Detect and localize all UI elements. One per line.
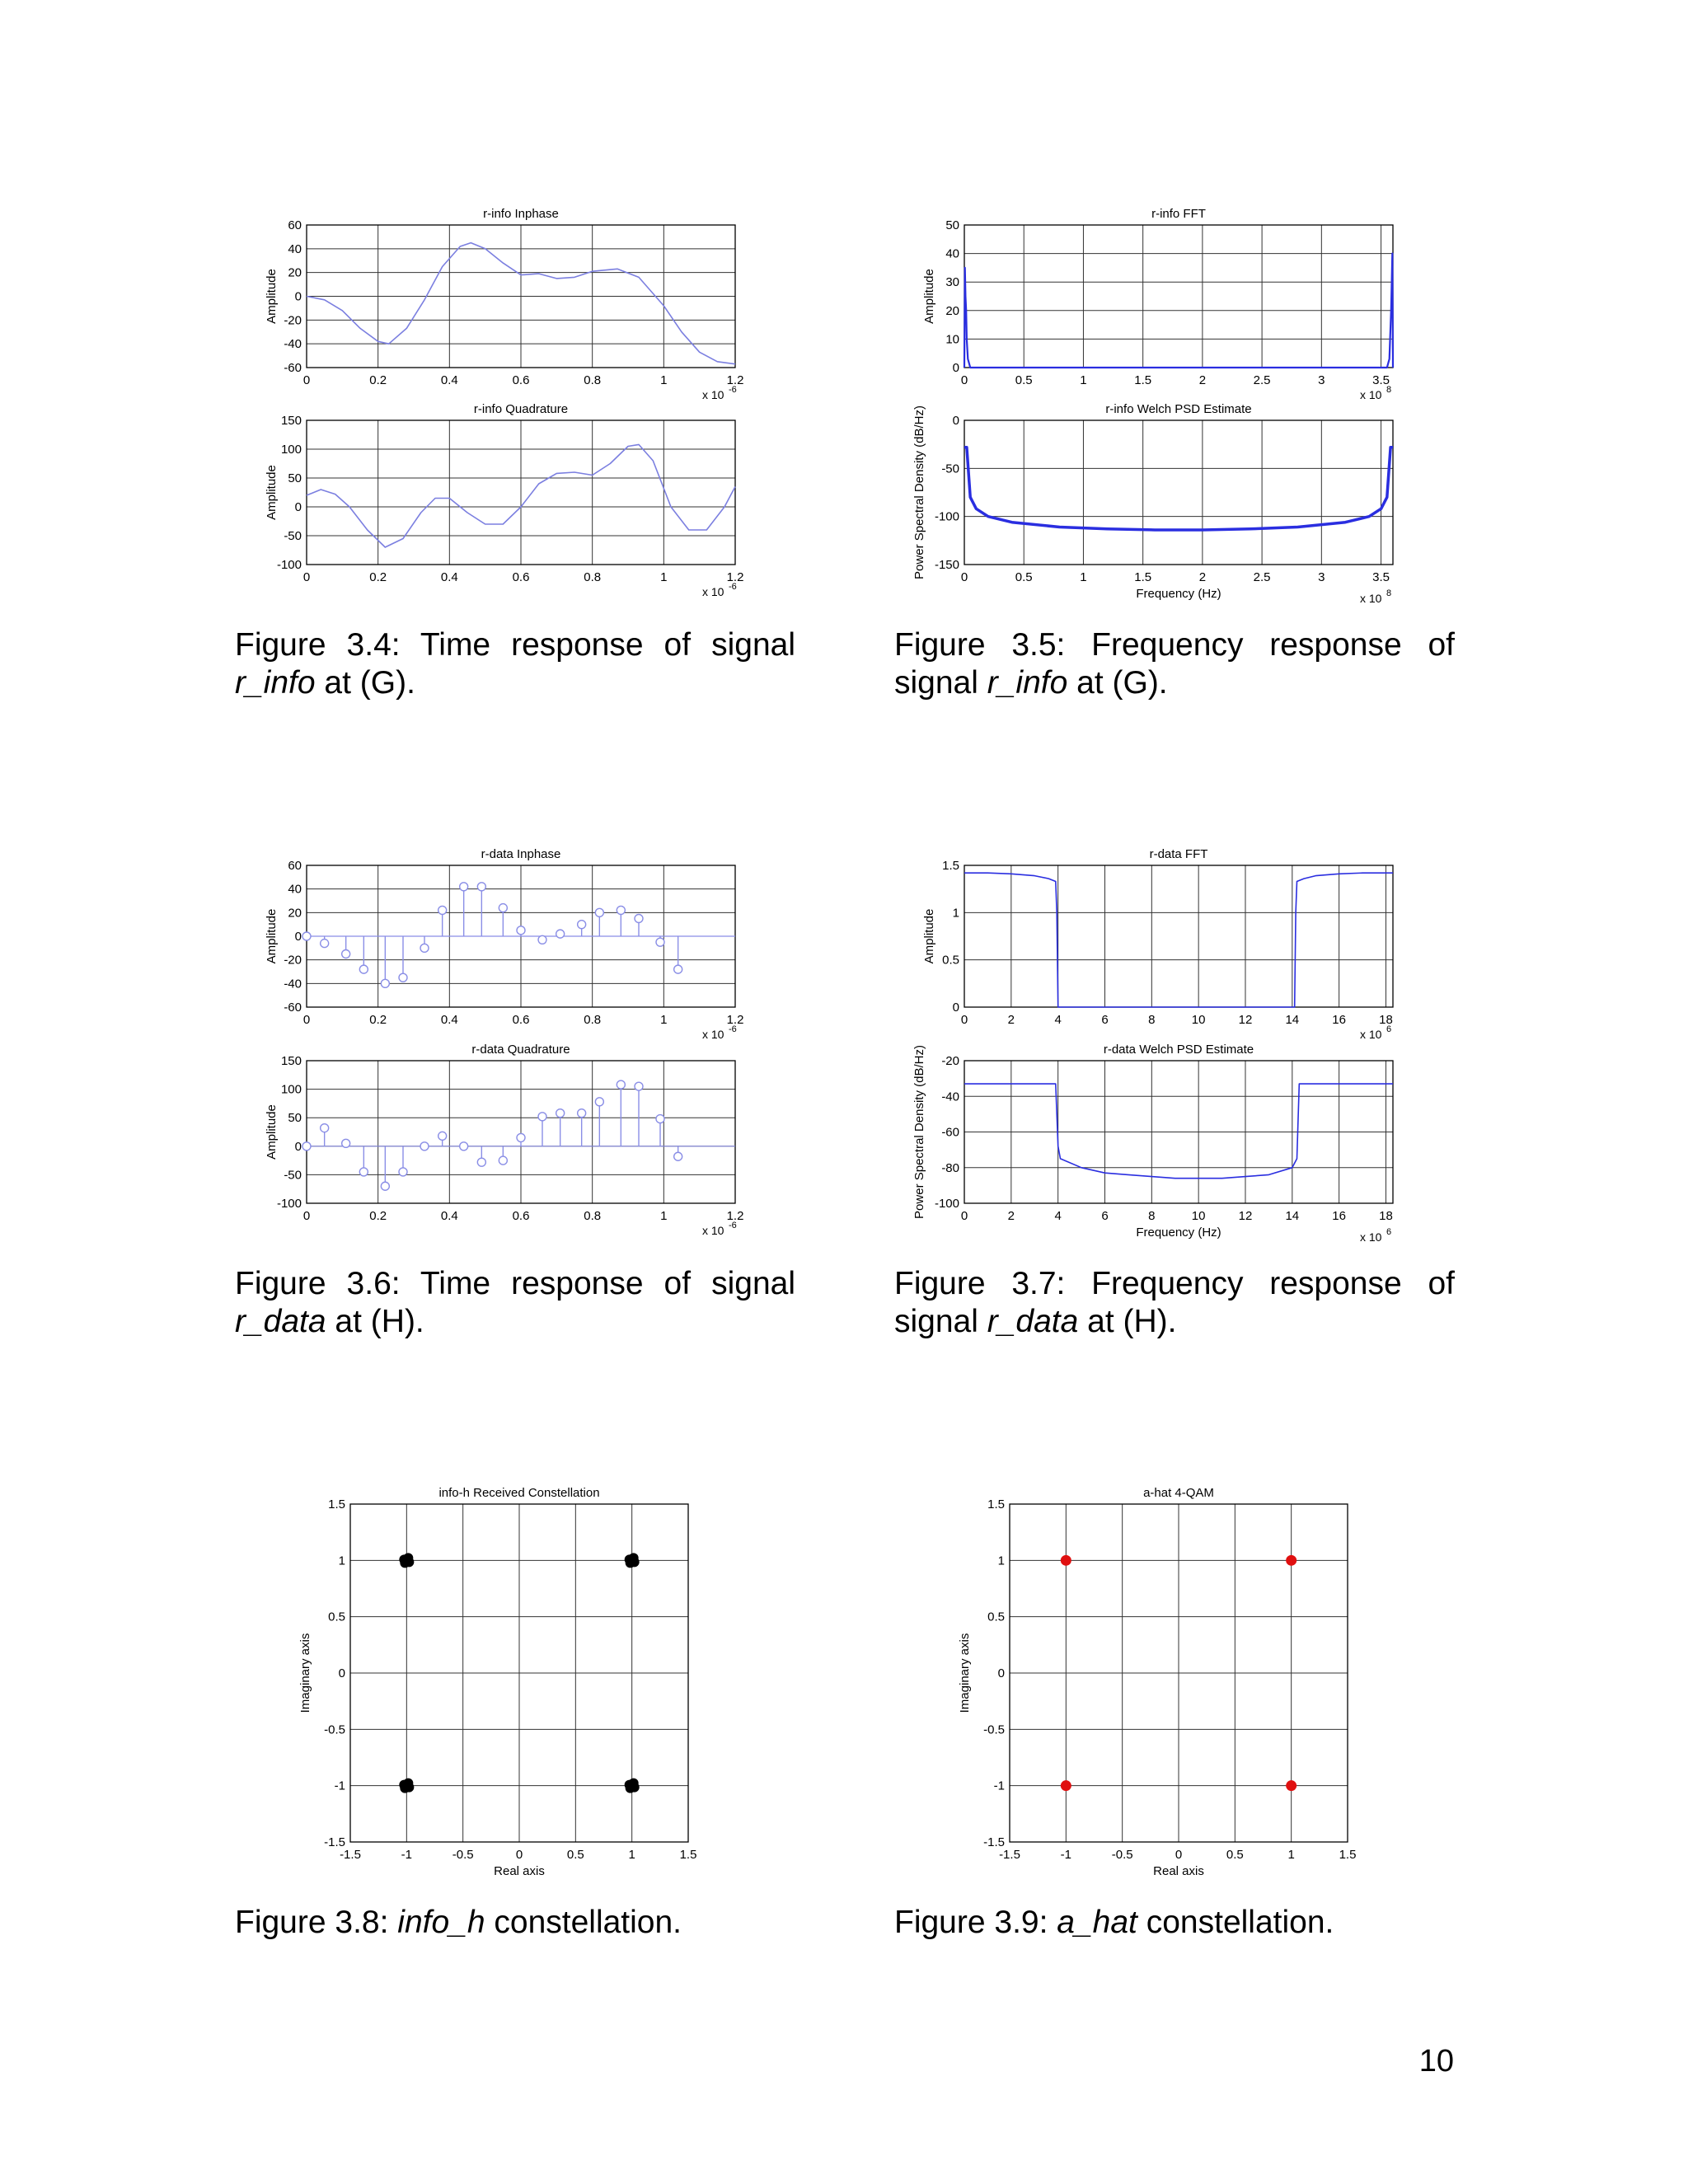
y-tick-label: 40 (288, 241, 302, 256)
caption-figure-3-6: Figure 3.6: Time response of signal r_data at (H). (235, 1266, 795, 1339)
y-tick-label: 1 (338, 1554, 345, 1568)
y-tick-label: 50 (288, 1111, 302, 1126)
stem-marker (342, 950, 350, 958)
y-tick-label: -40 (284, 977, 302, 991)
chart-rinfo-fft (922, 207, 1393, 401)
y-tick-label: -20 (941, 1054, 959, 1068)
stem-marker (399, 1168, 407, 1176)
y-tick-label: 150 (280, 414, 302, 428)
x-tick-label: 1 (660, 1209, 668, 1223)
chart-ahat-constellation (958, 1486, 1356, 1878)
series-line (964, 448, 1393, 530)
x-axis-label: Real axis (494, 1864, 545, 1878)
exponent-power: -6 (729, 385, 737, 395)
chart-title: r-data Quadrature (471, 1043, 570, 1057)
y-axis-label: Amplitude (922, 269, 936, 324)
y-axis-label: Power Spectral Density (dB/Hz) (912, 405, 926, 579)
y-tick-label: -1 (993, 1779, 1005, 1793)
stem-marker (578, 1109, 586, 1118)
x-tick-label: 1.2 (726, 1209, 744, 1223)
plot-frame (964, 865, 1393, 1007)
x-tick-label: 3 (1318, 373, 1325, 387)
exponent-power: -6 (729, 1024, 737, 1034)
exponent-power: -6 (729, 1221, 737, 1230)
stem-marker (538, 1113, 546, 1121)
chart-title: r-info Quadrature (473, 402, 569, 416)
x-tick-label: 1 (1080, 373, 1087, 387)
x-tick-label: -1 (1060, 1848, 1072, 1862)
x-tick-label: 2 (1198, 373, 1207, 387)
x-tick-label: 1.5 (1134, 570, 1152, 584)
stem-marker (420, 1142, 429, 1151)
x-axis-label: Real axis (1153, 1864, 1204, 1878)
x-tick-label: 1.5 (679, 1848, 697, 1862)
exponent-label: x 10 (702, 1028, 724, 1041)
x-tick-label: 1.2 (726, 1013, 744, 1027)
y-tick-label: 0 (952, 361, 959, 375)
y-tick-label: 60 (288, 218, 302, 232)
constellation-point (1061, 1555, 1071, 1566)
x-tick-label: -1 (401, 1848, 413, 1862)
x-tick-label: 0.6 (512, 570, 530, 584)
chart-rinfo-inphase (265, 207, 743, 401)
y-axis-label: Power Spectral Density (dB/Hz) (912, 1045, 926, 1219)
exponent-label: x 10 (702, 585, 724, 598)
chart-rdata-fft (922, 847, 1393, 1041)
y-tick-label: 0 (997, 1666, 1005, 1680)
exponent-power: 6 (1386, 1227, 1392, 1237)
exponent-power: -6 (729, 582, 737, 592)
caption-figure-3-5: Figure 3.5: Frequency response of signal r_info at (G). (894, 627, 1455, 701)
x-tick-label: 0.2 (369, 373, 387, 387)
y-tick-label: -40 (941, 1090, 959, 1104)
x-tick-label: 0.2 (369, 570, 387, 584)
x-tick-label: 0.6 (512, 373, 530, 387)
x-tick-label: 8 (1148, 1209, 1156, 1223)
x-tick-label: 6 (1101, 1209, 1109, 1223)
x-tick-label: 1.5 (1339, 1848, 1357, 1862)
y-tick-label: -1 (334, 1779, 345, 1793)
y-tick-label: 100 (280, 1082, 302, 1097)
exponent-label: x 10 (1360, 1028, 1382, 1041)
x-tick-label: 2.5 (1253, 570, 1271, 584)
stem-marker (656, 1115, 664, 1123)
stem-marker (321, 940, 329, 948)
x-tick-label: 2 (1007, 1013, 1015, 1027)
stem-marker (477, 883, 485, 891)
x-tick-label: 1 (628, 1848, 635, 1862)
stem-marker (477, 1158, 485, 1166)
stem-marker (399, 973, 407, 982)
stem-marker (302, 1142, 311, 1151)
y-tick-label: 40 (288, 882, 302, 897)
exponent-label: x 10 (702, 388, 724, 401)
y-tick-label: -0.5 (324, 1722, 345, 1737)
y-tick-label: 0 (952, 414, 959, 428)
y-tick-label: 0 (294, 289, 302, 304)
y-tick-label: 0.5 (328, 1610, 345, 1624)
y-tick-label: 60 (288, 859, 302, 873)
x-tick-label: 12 (1238, 1013, 1253, 1027)
caption-figure-3-7: Figure 3.7: Frequency response of signal r_data at (H). (894, 1266, 1455, 1339)
y-tick-label: 0 (294, 930, 302, 944)
chart-title: r-info Welch PSD Estimate (1105, 402, 1252, 416)
x-tick-label: 0.4 (440, 1209, 458, 1223)
y-tick-label: 100 (280, 443, 302, 457)
x-tick-label: 16 (1332, 1209, 1346, 1223)
y-tick-label: 1.5 (942, 859, 959, 873)
chart-title: r-info Inphase (483, 207, 559, 221)
constellation-point (625, 1780, 635, 1790)
x-tick-label: 1 (1080, 570, 1087, 584)
y-tick-label: -60 (941, 1125, 959, 1140)
y-axis-label: Amplitude (265, 908, 279, 964)
exponent-label: x 10 (702, 1224, 724, 1237)
x-tick-label: 4 (1054, 1013, 1062, 1027)
x-tick-label: 1.5 (1134, 373, 1152, 387)
x-tick-label: 0 (302, 1013, 311, 1027)
y-tick-label: 20 (288, 906, 302, 921)
x-tick-label: -1.5 (999, 1848, 1020, 1862)
x-tick-label: 6 (1101, 1013, 1109, 1027)
x-axis-label: Frequency (Hz) (1136, 1226, 1221, 1240)
x-tick-label: 0.4 (440, 1013, 458, 1027)
stem-marker (656, 938, 664, 946)
stem-marker (342, 1139, 350, 1147)
stem-marker (321, 1124, 329, 1132)
y-tick-label: -100 (934, 509, 959, 524)
chart-rinfo-quadrature (265, 402, 743, 598)
y-tick-label: 20 (288, 265, 302, 280)
stem-marker (556, 930, 565, 938)
x-tick-label: 18 (1379, 1209, 1393, 1223)
stem-marker (438, 1132, 447, 1140)
x-tick-label: 14 (1285, 1013, 1300, 1027)
x-tick-label: 8 (1148, 1013, 1156, 1027)
stem-marker (499, 904, 507, 912)
x-tick-label: 1 (660, 1013, 668, 1027)
y-tick-label: -100 (276, 558, 302, 572)
x-tick-label: 10 (1191, 1209, 1206, 1223)
caption-figure-3-4: Figure 3.4: Time response of signal r_info at (G). (235, 627, 795, 701)
x-tick-label: 0.6 (512, 1209, 530, 1223)
y-axis-label: Amplitude (265, 465, 279, 520)
x-tick-label: 1.2 (726, 570, 744, 584)
y-tick-label: 10 (945, 332, 959, 347)
stem-marker (635, 1082, 643, 1090)
x-tick-label: -0.5 (1111, 1848, 1133, 1862)
chart-rdata-quadrature (265, 1043, 743, 1237)
stem-marker (517, 926, 525, 935)
x-tick-label: 0 (302, 1209, 311, 1223)
x-tick-label: 0.5 (1015, 373, 1033, 387)
x-tick-label: 3.5 (1372, 373, 1390, 387)
x-tick-label: -0.5 (452, 1848, 474, 1862)
stem-marker (635, 915, 643, 923)
y-tick-label: -1.5 (324, 1835, 345, 1849)
exponent-label: x 10 (1360, 388, 1382, 401)
x-tick-label: 0.2 (369, 1013, 387, 1027)
x-axis-label: Frequency (Hz) (1136, 587, 1221, 601)
x-tick-label: 0 (960, 373, 968, 387)
stem-marker (674, 1152, 682, 1160)
stem-marker (302, 932, 311, 940)
x-tick-label: 0 (960, 570, 968, 584)
exponent-power: 8 (1386, 588, 1392, 598)
x-tick-label: 1 (660, 570, 668, 584)
y-tick-label: 20 (945, 303, 959, 318)
y-axis-label: Imaginary axis (298, 1633, 312, 1713)
x-tick-label: 1 (1287, 1848, 1295, 1862)
exponent-label: x 10 (1360, 1230, 1382, 1244)
x-tick-label: 0 (960, 1209, 968, 1223)
x-tick-label: 0 (960, 1013, 968, 1027)
x-tick-label: 0.6 (512, 1013, 530, 1027)
x-tick-label: 1.2 (726, 373, 744, 387)
series-line (964, 873, 1393, 1007)
chart-rdata-inphase (265, 847, 743, 1041)
chart-rinfo-psd (912, 402, 1393, 605)
constellation-point (625, 1554, 635, 1564)
stem-marker (538, 935, 546, 944)
y-axis-label: Amplitude (922, 908, 936, 964)
y-tick-label: -60 (284, 1001, 302, 1015)
constellation-point (1061, 1780, 1071, 1791)
x-tick-label: 2 (1198, 570, 1207, 584)
chart-title: r-info FFT (1151, 207, 1206, 221)
constellation-point (399, 1554, 409, 1564)
x-tick-label: 4 (1054, 1209, 1062, 1223)
exponent-label: x 10 (1360, 592, 1382, 605)
y-tick-label: -100 (276, 1197, 302, 1211)
series-line (964, 1084, 1393, 1179)
y-tick-label: -20 (284, 953, 302, 968)
y-tick-label: -60 (284, 361, 302, 375)
y-tick-label: -50 (284, 529, 302, 543)
stem-marker (499, 1156, 507, 1165)
constellation-point (1286, 1780, 1296, 1791)
y-tick-label: 150 (280, 1054, 302, 1068)
x-tick-label: 0 (515, 1848, 523, 1862)
x-tick-label: 0.4 (440, 570, 458, 584)
page-number: 10 (1418, 2044, 1454, 2079)
x-tick-label: 0.8 (584, 570, 602, 584)
exponent-power: 6 (1386, 1024, 1392, 1034)
x-tick-label: 16 (1332, 1013, 1346, 1027)
y-tick-label: -1.5 (983, 1835, 1005, 1849)
stem-marker (595, 1098, 603, 1106)
y-tick-label: -100 (934, 1197, 959, 1211)
stem-marker (381, 979, 389, 987)
y-tick-label: 30 (945, 275, 959, 290)
y-tick-label: 50 (288, 471, 302, 485)
stem-marker (460, 883, 468, 891)
x-tick-label: 0.8 (584, 373, 602, 387)
constellation-point (399, 1780, 409, 1790)
stem-marker (595, 908, 603, 916)
y-tick-label: 1.5 (987, 1497, 1005, 1511)
y-tick-label: -150 (934, 558, 959, 572)
x-tick-label: 1 (660, 373, 668, 387)
y-tick-label: 1 (997, 1554, 1005, 1568)
y-tick-label: 0.5 (942, 953, 959, 968)
x-tick-label: 0.8 (584, 1209, 602, 1223)
stem-marker (381, 1182, 389, 1190)
y-tick-label: 0 (294, 1139, 302, 1154)
stem-marker (617, 1080, 625, 1089)
y-tick-label: -20 (284, 313, 302, 328)
x-tick-label: 14 (1285, 1209, 1300, 1223)
y-axis-label: Amplitude (265, 1104, 279, 1160)
y-tick-label: 0 (952, 1001, 959, 1015)
y-tick-label: 0 (338, 1666, 345, 1680)
y-tick-label: -50 (941, 462, 959, 476)
y-tick-label: 1 (952, 906, 959, 921)
y-tick-label: -40 (284, 337, 302, 352)
y-tick-label: 50 (945, 218, 959, 232)
y-axis-label: Imaginary axis (958, 1633, 972, 1713)
y-tick-label: 0.5 (987, 1610, 1005, 1624)
x-tick-label: 0.4 (440, 373, 458, 387)
x-tick-label: 0.2 (369, 1209, 387, 1223)
stem-marker (359, 965, 368, 973)
stem-marker (674, 965, 682, 973)
x-tick-label: 0 (302, 373, 311, 387)
chart-title: r-data FFT (1149, 847, 1208, 861)
stem-marker (438, 906, 447, 914)
x-tick-label: 0 (302, 570, 311, 584)
stem-marker (460, 1142, 468, 1151)
y-tick-label: -80 (941, 1160, 959, 1175)
stem-marker (517, 1133, 525, 1141)
x-tick-label: 3.5 (1372, 570, 1390, 584)
x-tick-label: 0 (1175, 1848, 1183, 1862)
chart-rdata-psd (912, 1043, 1393, 1244)
stem-marker (617, 906, 625, 914)
x-tick-label: 0.5 (1226, 1848, 1244, 1862)
y-tick-label: 1.5 (328, 1497, 345, 1511)
y-tick-label: 0 (294, 500, 302, 514)
x-tick-label: 0.5 (566, 1848, 584, 1862)
chart-infoh-constellation (298, 1486, 696, 1878)
chart-title: info-h Received Constellation (438, 1486, 600, 1500)
y-tick-label: -50 (284, 1168, 302, 1183)
constellation-point (1286, 1555, 1296, 1566)
stem-marker (359, 1168, 368, 1176)
stem-marker (578, 921, 586, 929)
plot-frame (964, 225, 1393, 368)
chart-title: r-data Welch PSD Estimate (1103, 1043, 1254, 1057)
caption-figure-3-8: Figure 3.8: info_h constellation. (235, 1905, 682, 1940)
chart-title: a-hat 4-QAM (1143, 1486, 1214, 1500)
x-tick-label: -1.5 (340, 1848, 361, 1862)
caption-figure-3-9: Figure 3.9: a_hat constellation. (894, 1905, 1334, 1940)
y-axis-label: Amplitude (265, 269, 279, 324)
plot-frame (964, 420, 1393, 565)
x-tick-label: 2.5 (1253, 373, 1271, 387)
y-tick-label: -0.5 (983, 1722, 1005, 1737)
x-tick-label: 18 (1379, 1013, 1393, 1027)
x-tick-label: 0.8 (584, 1013, 602, 1027)
x-tick-label: 0.5 (1015, 570, 1033, 584)
stem-marker (556, 1109, 565, 1118)
x-tick-label: 3 (1318, 570, 1325, 584)
chart-title: r-data Inphase (481, 847, 561, 861)
y-tick-label: 40 (945, 246, 959, 261)
exponent-power: 8 (1386, 385, 1392, 395)
x-tick-label: 2 (1007, 1209, 1015, 1223)
x-tick-label: 12 (1238, 1209, 1253, 1223)
stem-marker (420, 944, 429, 952)
x-tick-label: 10 (1191, 1013, 1206, 1027)
